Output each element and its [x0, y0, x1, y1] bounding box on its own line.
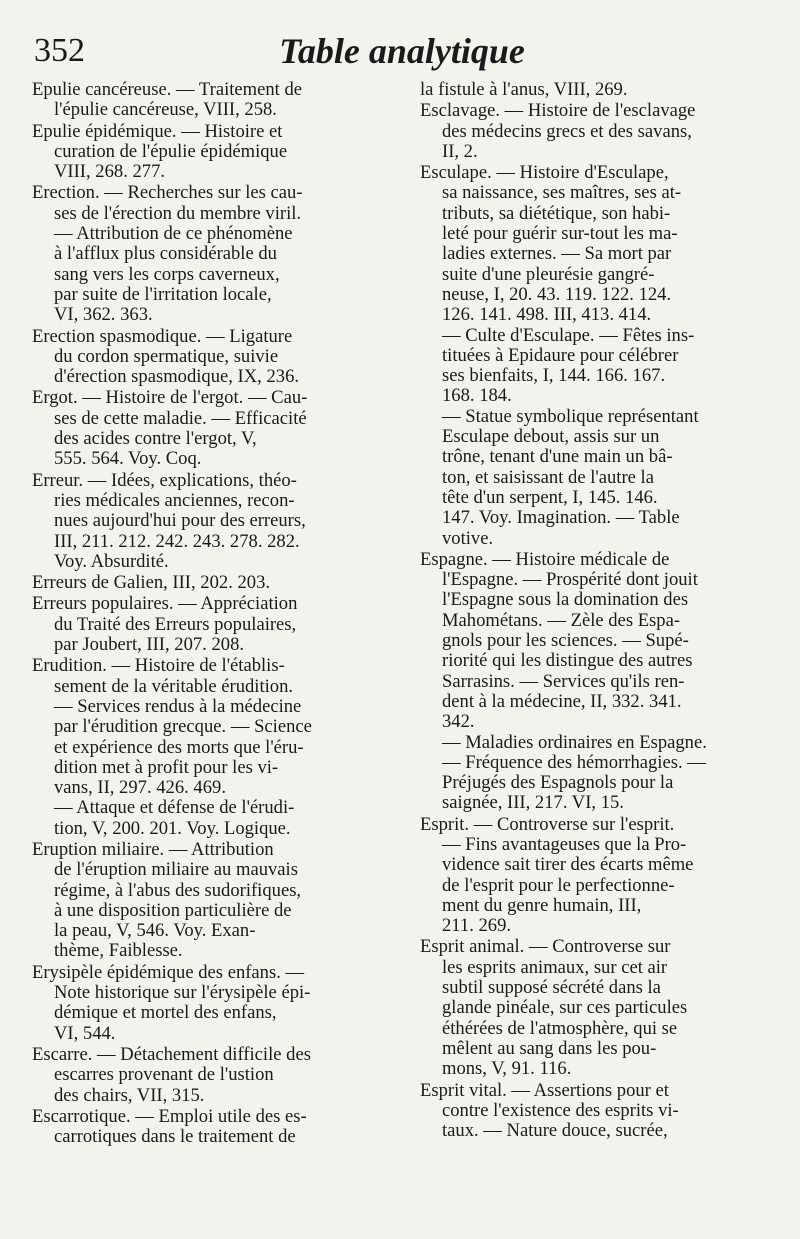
- entry-line: Sarrasins. — Services qu'ils ren-: [442, 671, 685, 692]
- entry-line: — Maladies ordinaires en Espagne.: [442, 732, 707, 753]
- entry-line: par suite de l'irritation locale,: [54, 284, 272, 305]
- entry-line: Erysipèle épidémique des enfans. —: [32, 962, 305, 983]
- entry-line: du Traité des Erreurs populaires,: [54, 614, 297, 635]
- entry-line: — Services rendus à la médecine: [54, 696, 302, 717]
- entry-line: 147. Voy. Imagination. — Table: [442, 508, 680, 529]
- entry-line: d'érection spasmodique, IX, 236.: [54, 367, 300, 388]
- entry-line: Erreur. — Idées, explications, théo-: [32, 470, 297, 491]
- entry-line: contre l'existence des esprits vi-: [442, 1100, 679, 1121]
- entry-line: VI, 544.: [54, 1023, 116, 1044]
- left-column: [32, 80, 384, 1148]
- index-entry: [32, 122, 384, 183]
- entry-line: 126. 141. 498. III, 413. 414.: [442, 305, 652, 326]
- entry-line: tête d'un serpent, I, 145. 146.: [442, 487, 658, 508]
- index-entry: [420, 550, 772, 814]
- index-entry: [420, 937, 772, 1079]
- entry-line: Ergot. — Histoire de l'ergot. — Cau-: [32, 388, 308, 409]
- entry-line: escarres provenant de l'ustion: [54, 1065, 274, 1086]
- entry-line: Epulie cancéreuse. — Traitement de: [32, 80, 303, 100]
- entry-line: Escarrotique. — Emploi utile des es-: [32, 1106, 307, 1127]
- entry-line: de l'esprit pour le perfectionne-: [442, 875, 675, 896]
- entry-line: sement de la véritable érudition.: [54, 676, 294, 697]
- right-column: [420, 80, 772, 1148]
- entry-line: — Attaque et défense de l'érudi-: [54, 798, 295, 819]
- entry-line: Espagne. — Histoire médicale de: [420, 549, 670, 570]
- entry-line: — Fins avantageuses que la Pro-: [442, 834, 687, 855]
- entry-line: ries médicales anciennes, recon-: [54, 490, 295, 511]
- entry-line: 342.: [442, 712, 475, 733]
- index-entry: [32, 1107, 384, 1148]
- entry-line: riorité qui les distingue des autres: [442, 651, 693, 672]
- entry-line: dition met à profit pour les vi-: [54, 757, 279, 778]
- entry-line: VI, 362. 363.: [54, 305, 153, 326]
- entry-line: — Culte d'Esculape. — Fêtes ins-: [442, 325, 695, 346]
- index-entry: [32, 388, 384, 469]
- entry-line: mons, V, 91. 116.: [442, 1059, 572, 1080]
- entry-line: l'épulie cancéreuse, VIII, 258.: [54, 100, 277, 121]
- page-number: 352: [34, 32, 85, 69]
- entry-line: ses bienfaits, I, 144. 166. 167.: [442, 366, 666, 387]
- entry-line: Erection. — Recherches sur les cau-: [32, 183, 303, 204]
- entry-line: les esprits animaux, sur cet air: [442, 957, 668, 978]
- entry-line: vidence sait tirer des écarts même: [442, 855, 694, 876]
- entry-line: suite d'une pleurésie gangré-: [442, 264, 655, 285]
- index-entry: [32, 471, 384, 572]
- entry-line: à une disposition particulière de: [54, 900, 292, 921]
- index-entry: [420, 815, 772, 937]
- entry-line: des acides contre l'ergot, V,: [54, 429, 257, 450]
- index-entry: [420, 1081, 772, 1142]
- running-title: Table analytique: [279, 31, 525, 71]
- index-entry: [32, 963, 384, 1044]
- index-entry: [32, 573, 384, 593]
- entry-line: du cordon spermatique, suivie: [54, 346, 279, 367]
- index-entry: [32, 183, 384, 325]
- entry-line: ladies externes. — Sa mort par: [442, 244, 672, 265]
- entry-line: Note historique sur l'érysipèle épi-: [54, 983, 311, 1004]
- entry-line: glande pinéale, sur ces particules: [442, 998, 688, 1019]
- entry-line: tituées à Epidaure pour célébrer: [442, 345, 679, 366]
- entry-line: 211. 269.: [442, 916, 512, 937]
- page-header: [32, 18, 772, 80]
- index-entry: [32, 656, 384, 839]
- entry-line: Erreurs populaires. — Appréciation: [32, 594, 298, 615]
- entry-line: votive.: [442, 528, 494, 549]
- entry-line: gnols pour les sciences. — Supé-: [442, 631, 689, 652]
- entry-line: II, 2.: [442, 141, 478, 162]
- entry-line: ment du genre humain, III,: [442, 895, 642, 916]
- entry-line: Esprit. — Controverse sur l'esprit.: [420, 814, 675, 835]
- entry-line: Esprit vital. — Assertions pour et: [420, 1080, 669, 1101]
- entry-line: l'Espagne sous la domination des: [442, 590, 689, 611]
- index-entry: [420, 163, 772, 549]
- entry-line: trône, tenant d'une main un bâ-: [442, 447, 673, 468]
- entry-line: tributs, sa diététique, son habi-: [442, 203, 671, 224]
- entry-line: carrotiques dans le traitement de: [54, 1127, 296, 1148]
- entry-line: thème, Faiblesse.: [54, 941, 183, 962]
- entry-line: Esprit animal. — Controverse sur: [420, 937, 671, 958]
- entry-line: dent à la médecine, II, 332. 341.: [442, 691, 682, 712]
- entry-line: sang vers les corps caverneux,: [54, 264, 280, 285]
- entry-line: des médecins grecs et des savans,: [442, 121, 692, 142]
- entry-line: Esclavage. — Histoire de l'esclavage: [420, 101, 696, 122]
- index-entry: [420, 101, 772, 162]
- entry-line: à l'afflux plus considérable du: [54, 244, 277, 265]
- entry-line: curation de l'épulie épidémique: [54, 141, 288, 162]
- entry-line: ses de l'érection du membre viril.: [54, 203, 302, 224]
- entry-line: taux. — Nature douce, sucrée,: [442, 1121, 668, 1142]
- entry-line: Voy. Absurdité.: [54, 551, 169, 572]
- index-entry: [32, 1045, 384, 1106]
- entry-line: la peau, V, 546. Voy. Exan-: [54, 921, 256, 942]
- index-entry: [32, 594, 384, 655]
- entry-line: neuse, I, 20. 43. 119. 122. 124.: [442, 284, 672, 305]
- entry-line: VIII, 268. 277.: [54, 162, 166, 183]
- entry-line: démique et mortel des enfans,: [54, 1003, 277, 1024]
- entry-line: Erudition. — Histoire de l'établis-: [32, 656, 285, 677]
- entry-line: tion, V, 200. 201. Voy. Logique.: [54, 818, 291, 839]
- entry-line: sa naissance, ses maîtres, ses at-: [442, 183, 682, 204]
- entry-line: Erreurs de Galien, III, 202. 203.: [32, 573, 271, 594]
- entry-line: Mahométans. — Zèle des Espa-: [442, 610, 681, 631]
- entry-line: Escarre. — Détachement difficile des: [32, 1044, 311, 1065]
- index-entry: [420, 80, 772, 100]
- entry-line: — Fréquence des hémorrhagies. —: [442, 752, 706, 773]
- entry-line: III, 211. 212. 242. 243. 278. 282.: [54, 531, 300, 552]
- entry-line: de l'éruption miliaire au mauvais: [54, 860, 298, 881]
- entry-line: Eruption miliaire. — Attribution: [32, 839, 274, 860]
- entry-line: ton, et saisissant de l'autre la: [442, 467, 654, 488]
- entry-line: la fistule à l'anus, VIII, 269.: [420, 80, 628, 100]
- entry-line: leté pour guérir sur-tout les ma-: [442, 224, 678, 245]
- entry-line: et expérience des morts que l'éru-: [54, 737, 304, 758]
- entry-line: Epulie épidémique. — Histoire et: [32, 121, 283, 142]
- entry-line: des chairs, VII, 315.: [54, 1085, 205, 1106]
- entry-line: subtil supposé sécrété dans la: [442, 978, 661, 999]
- entry-line: saignée, III, 217. VI, 15.: [442, 793, 624, 814]
- entry-line: nues aujourd'hui pour des erreurs,: [54, 511, 306, 532]
- entry-line: ses de cette maladie. — Efficacité: [54, 408, 307, 429]
- entry-line: vans, II, 297. 426. 469.: [54, 778, 226, 799]
- entry-line: — Attribution de ce phénomène: [54, 224, 293, 245]
- entry-line: Préjugés des Espagnols pour la: [442, 773, 674, 794]
- entry-line: par l'érudition grecque. — Science: [54, 717, 312, 738]
- index-columns: [32, 80, 772, 1148]
- index-entry: [32, 840, 384, 962]
- entry-line: 168. 184.: [442, 386, 512, 407]
- index-entry: [32, 80, 384, 121]
- entry-line: Erection spasmodique. — Ligature: [32, 326, 293, 347]
- entry-line: éthérées de l'atmosphère, qui se: [442, 1018, 678, 1039]
- entry-line: l'Espagne. — Prospérité dont jouit: [442, 570, 698, 591]
- entry-line: — Statue symbolique représentant: [442, 406, 699, 427]
- entry-line: Esculape. — Histoire d'Esculape,: [420, 163, 669, 184]
- entry-line: Esculape debout, assis sur un: [442, 427, 660, 448]
- entry-line: mêlent au sang dans les pou-: [442, 1038, 657, 1059]
- entry-line: 555. 564. Voy. Coq.: [54, 449, 202, 470]
- entry-line: par Joubert, III, 207. 208.: [54, 635, 245, 656]
- index-entry: [32, 327, 384, 388]
- entry-line: régime, à l'abus des sudorifiques,: [54, 880, 302, 901]
